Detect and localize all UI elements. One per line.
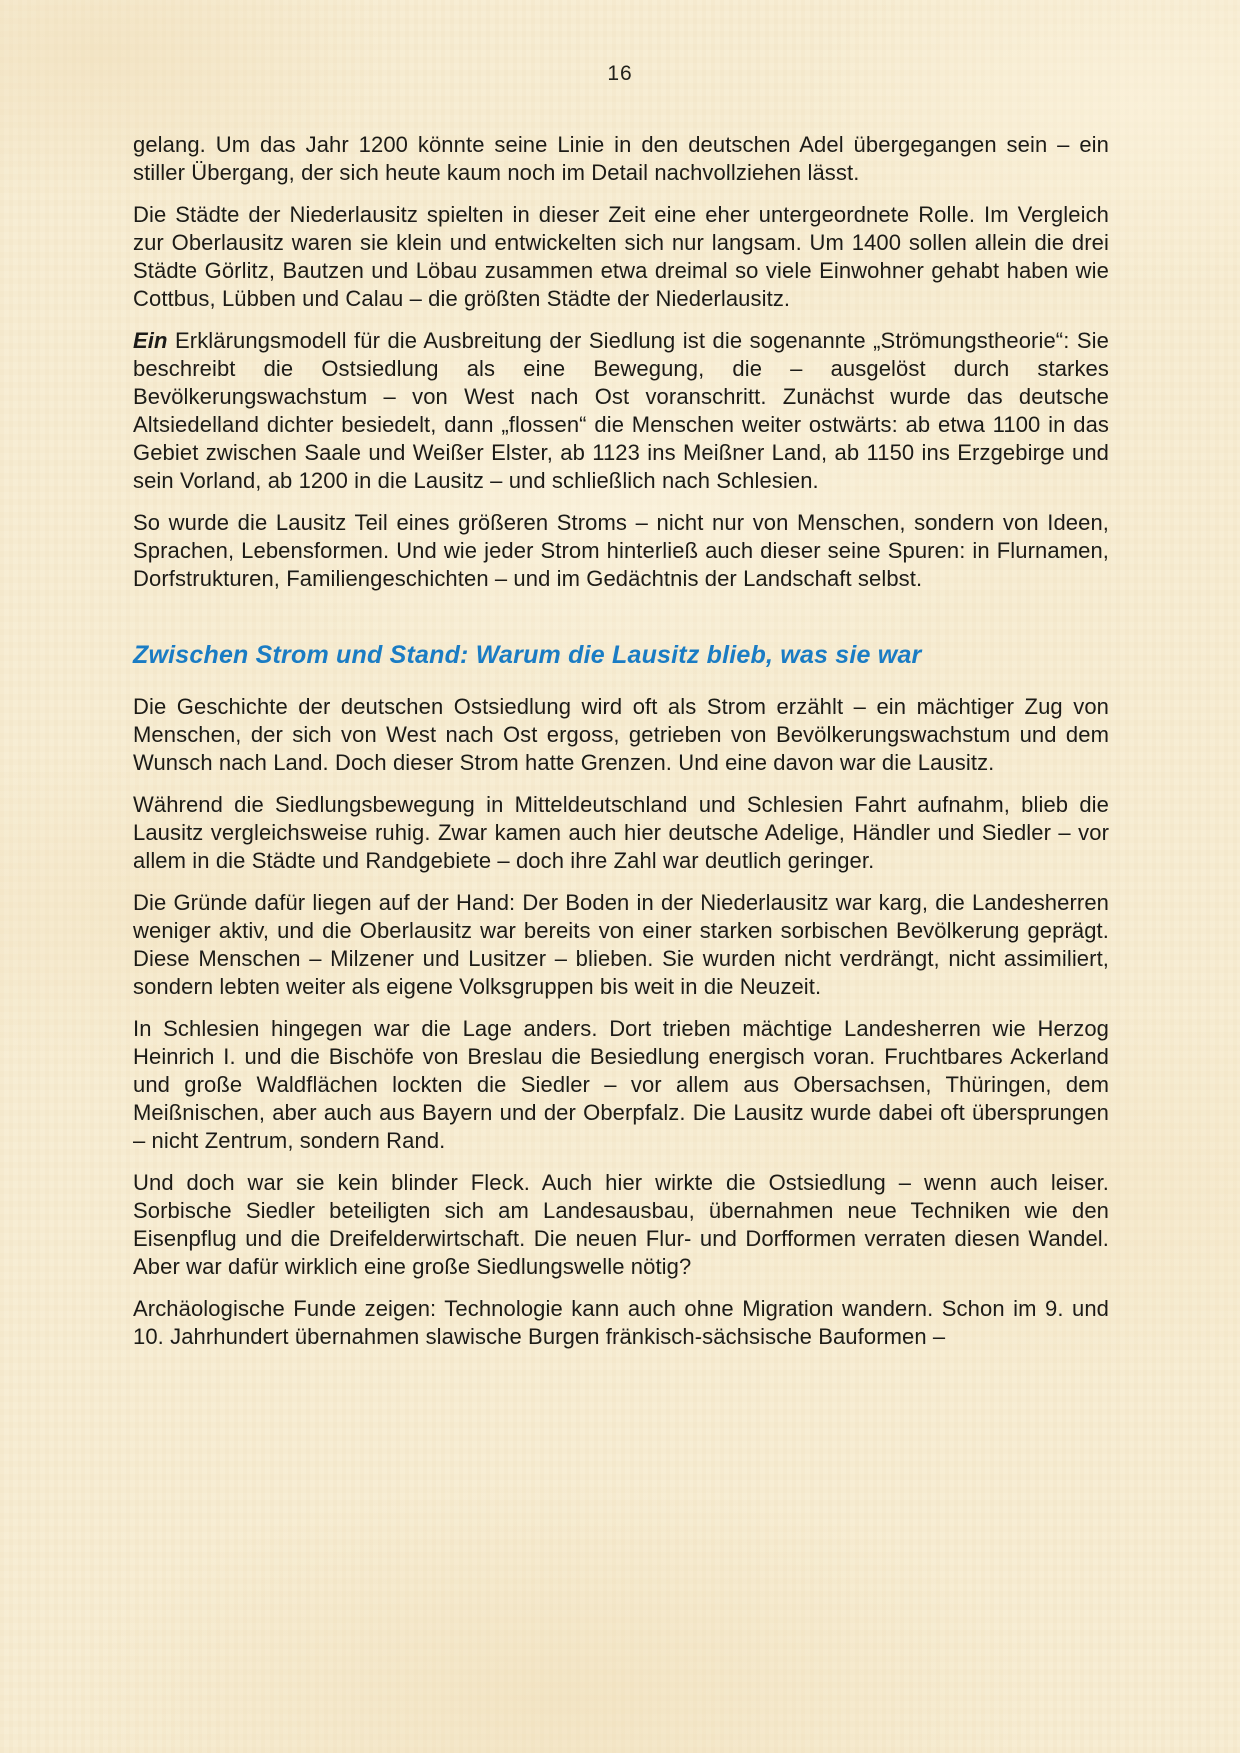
paragraph-text: Erklärungsmodell für die Ausbreitung der Siedlung ist die sogenannte „Strömungstheorie“: Sie beschreibt die Ostsiedlung als eine Bewegung, die – ausgelöst durch starkes Bevölkerungswachstum – von West nach Ost voranschritt. Zunächst wurde das deutsche Altsiedelland dichter besiedelt, dann „flossen“ die Menschen weiter ostwärts: ab etwa 1100 in das Gebiet zwischen Saale und Weißer Elster, ab 1123 ins Meißner Land, ab 1150 ins Erzgebirge und sein Vorland, ab 1200 in die Lausitz – und schließlich nach Schlesien. [133, 328, 1109, 493]
page-number: 16 [607, 62, 633, 85]
paragraph: So wurde die Lausitz Teil eines größeren Stroms – nicht nur von Menschen, sondern von Ideen, Sprachen, Lebensformen. Und wie jeder Strom hinterließ auch dieser seine Spuren: in Flurnamen, Dorfstrukturen, Familiengeschichten – und im Gedächtnis der Landschaft selbst. [133, 510, 1109, 591]
paragraph: Die Gründe dafür liegen auf der Hand: Der Boden in der Niederlausitz war karg, die Landesherren weniger aktiv, und die Oberlausitz war bereits von einer starken sorbischen Bevölkerung geprägt. Diese Menschen – Milzener und Lusitzer – blieben. Sie wurden nicht verdrängt, nicht assimiliert, sondern lebten weiter als eigene Volksgruppen bis weit in die Neuzeit. [133, 890, 1109, 999]
paragraph [133, 327, 1109, 495]
text-block [133, 131, 1109, 1365]
section-heading: Zwischen Strom und Stand: Warum die Lausitz blieb, was sie war [133, 641, 922, 669]
paragraph: Die Städte der Niederlausitz spielten in dieser Zeit eine eher untergeordnete Rolle. Im Vergleich zur Oberlausitz waren sie klein und entwickelten sich nur langsam. Um 1400 sollen allein die drei Städte Görlitz, Bautzen und Löbau zusammen etwa dreimal so viele Einwohner gehabt haben wie Cottbus, Lübben und Calau – die größten Städte der Niederlausitz. [133, 202, 1109, 311]
paragraph: Während die Siedlungsbewegung in Mitteldeutschland und Schlesien Fahrt aufnahm, blieb die Lausitz vergleichsweise ruhig. Zwar kamen auch hier deutsche Adelige, Händler und Siedler – vor allem in die Städte und Randgebiete – doch ihre Zahl war deutlich geringer. [133, 792, 1109, 873]
emphasized-lead-word: Ein [133, 328, 168, 353]
paragraph: Archäologische Funde zeigen: Technologie kann auch ohne Migration wandern. Schon im 9. und 10. Jahrhundert übernahmen slawische Burgen fränkisch-sächsische Bauformen – [133, 1296, 1109, 1349]
paragraph: Die Geschichte der deutschen Ostsiedlung wird oft als Strom erzählt – ein mächtiger Zug von Menschen, der sich von West nach Ost ergoss, getrieben von Bevölkerungswachstum und dem Wunsch nach Land. Doch dieser Strom hatte Grenzen. Und eine davon war die Lausitz. [133, 694, 1109, 775]
paragraph: In Schlesien hingegen war die Lage anders. Dort trieben mächtige Landesherren wie Herzog Heinrich I. und die Bischöfe von Breslau die Besiedlung energisch voran. Fruchtbares Ackerland und große Waldflächen lockten die Siedler – vor allem aus Obersachsen, Thüringen, dem Meißnischen, aber auch aus Bayern und der Oberpfalz. Die Lausitz wurde dabei oft übersprungen – nicht Zentrum, sondern Rand. [133, 1016, 1109, 1153]
paragraph: Und doch war sie kein blinder Fleck. Auch hier wirkte die Ostsiedlung – wenn auch leiser. Sorbische Siedler beteiligten sich am Landesausbau, übernahmen neue Techniken wie den Eisenpflug und die Dreifelderwirtschaft. Die neuen Flur- und Dorfformen verraten diesen Wandel. Aber war dafür wirklich eine große Siedlungswelle nötig? [133, 1170, 1109, 1279]
paragraph: gelang. Um das Jahr 1200 könnte seine Linie in den deutschen Adel übergegangen sein – ein stiller Übergang, der sich heute kaum noch im Detail nachvollziehen lässt. [133, 132, 1109, 185]
